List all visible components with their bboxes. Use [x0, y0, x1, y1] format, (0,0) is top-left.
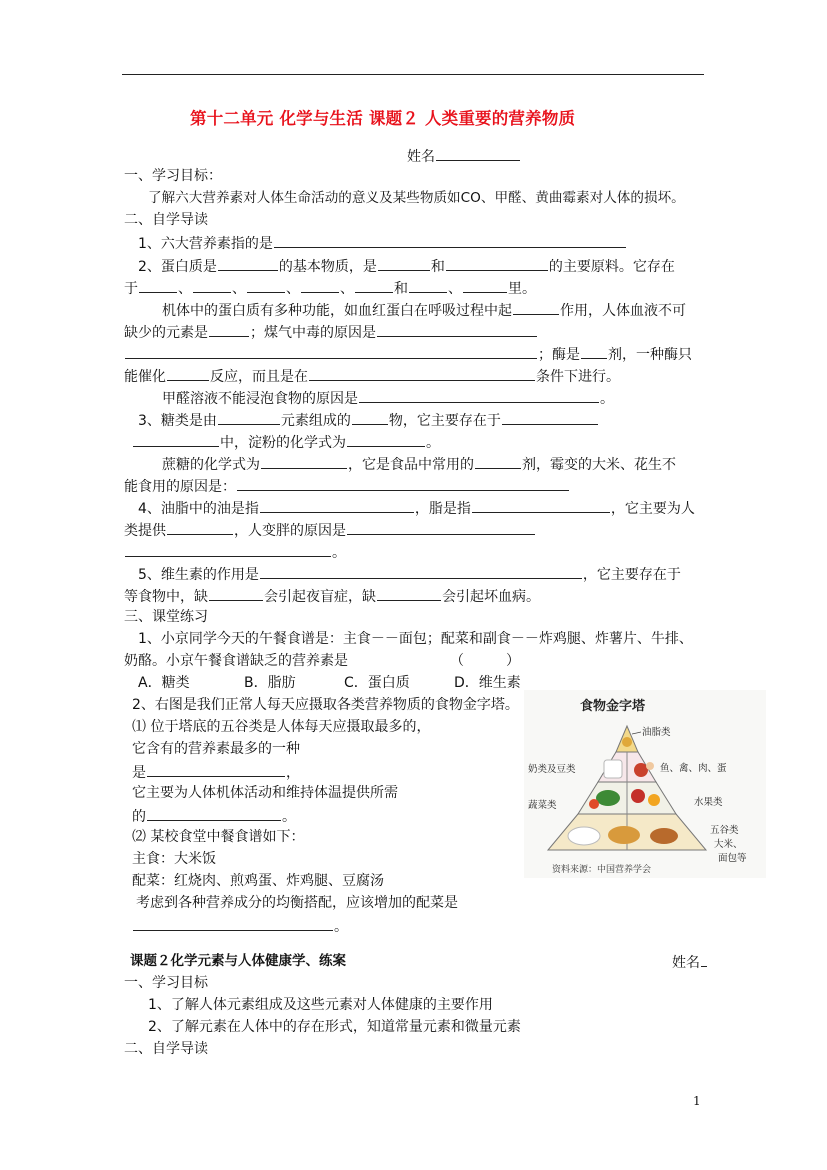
protein-paragraph-line2: 缺少的元素是 ；煤气中毒的原因是 [124, 322, 538, 342]
answer-blank[interactable] [125, 542, 331, 557]
label-dairy-beans: 奶类及豆类 [528, 764, 576, 775]
name-field [407, 146, 521, 166]
answer-blank[interactable] [193, 278, 231, 293]
answer-blank[interactable] [463, 278, 507, 293]
answer-blank[interactable] [409, 278, 447, 293]
answer-blank[interactable] [355, 278, 393, 293]
protein-paragraph-line3: ；酶是 剂，一种酶只 [124, 344, 692, 364]
protein-paragraph-line1: 机体中的蛋白质有多种功能，如血红蛋白在呼吸过程中起 作用，人体血液不可 [162, 300, 686, 320]
section-3-heading: 三、课堂练习 [124, 609, 208, 625]
answer-paren[interactable]: （ ） [450, 653, 520, 669]
answer-blank[interactable] [347, 432, 425, 447]
option-a[interactable]: A．糖类 [138, 675, 190, 691]
exercise-1-options [138, 674, 521, 692]
objective-text: 了解六大营养素对人体生命活动的意义及某些物质如CO、甲醛、黄曲霉素对人体的损坏。 [148, 190, 685, 206]
question-2-line2: 于 、 、 、 、 和 、 里。 [124, 278, 536, 298]
exercise-2-1-line2: 它含有的营养素最多的一种 [132, 741, 300, 757]
exercise-2-intro: 2、右图是我们正常人每天应摄取各类营养物质的食物金字塔。 [132, 697, 519, 713]
answer-blank[interactable] [209, 586, 263, 601]
option-b[interactable]: B．脂肪 [244, 675, 296, 691]
menu-dishes: 配菜：红烧肉、煎鸡蛋、炸鸡腿、豆腐汤 [132, 873, 384, 889]
answer-blank[interactable] [147, 806, 281, 821]
question-3-line2: 中，淀粉的化学式为 。 [132, 432, 440, 452]
label-bread: 面包等 [718, 853, 747, 864]
answer-blank[interactable] [347, 520, 535, 535]
protein-paragraph-line4: 能催化 反应，而且是在 条件下进行。 [124, 366, 620, 386]
lesson-2-heading-1: 一、学习目标 [124, 975, 208, 991]
section-2-heading: 二、自学导读 [124, 212, 208, 228]
answer-blank[interactable] [502, 410, 598, 425]
header-rule [122, 74, 704, 75]
lesson-2-heading-2: 二、自学导读 [124, 1041, 208, 1057]
answer-blank[interactable] [125, 344, 537, 359]
formaldehyde-question: 甲醛溶液不能浸泡食物的原因是 。 [162, 388, 614, 408]
answer-blank[interactable] [378, 256, 430, 271]
lesson-2-goal-1: 1、了解人体元素组成及这些元素对人体健康的主要作用 [148, 997, 493, 1013]
lesson-2-goal-2: 2、了解元素在人体中的存在形式，知道常量元素和微量元素 [148, 1019, 521, 1035]
label-vegetables: 蔬菜类 [528, 800, 557, 811]
name-label: 姓名 [407, 149, 435, 165]
exercise-2-2-question: 考虑到各种营养成分的均衡搭配，应该增加的配菜是 [136, 895, 458, 911]
answer-blank[interactable] [247, 278, 285, 293]
page-number: 1 [693, 1094, 701, 1108]
question-4-line2: 类提供 ，人变胖的原因是 [124, 520, 536, 540]
exercise-2-1-line4: 它主要为人体机体活动和维持体温提供所需 [132, 785, 398, 801]
food-pyramid-figure [524, 690, 766, 878]
question-2-line1: 2、蛋白质是 的基本物质，是 和 的主要原料。它存在 [138, 256, 675, 276]
answer-blank[interactable] [274, 233, 626, 248]
label-fruits: 水果类 [694, 797, 723, 808]
label-grains: 五谷类 [710, 825, 739, 836]
pyramid-title: 食物金字塔 [580, 699, 646, 714]
answer-blank[interactable] [446, 256, 548, 271]
answer-blank[interactable] [472, 498, 610, 513]
exercise-2-2-answer: 。 [132, 916, 348, 936]
section-1-heading: 一、学习目标： [124, 168, 222, 184]
answer-blank[interactable] [301, 278, 339, 293]
answer-blank[interactable] [309, 366, 535, 381]
figure-source: 资料来源：中国营养学会 [552, 865, 652, 875]
exercise-2-1-line3: 是 ， [132, 762, 300, 782]
exercise-1-line2: 奶酪。小京午餐食谱缺乏的营养素是 （ ） [124, 653, 520, 669]
name-blank[interactable] [436, 146, 520, 161]
answer-blank[interactable] [167, 366, 209, 381]
sucrose-line1: 蔗糖的化学式为 ，它是食品中常用的 剂，霉变的大米、花生不 [162, 454, 676, 474]
exercise-2-2-heading: ⑵ 某校食堂中餐食谱如下： [132, 829, 305, 845]
answer-blank[interactable] [167, 520, 233, 535]
question-4-line1: 4、油脂中的油是指 ，脂是指 ，它主要为人 [138, 498, 695, 518]
answer-blank[interactable] [260, 498, 414, 513]
lesson-2-name-field: 姓名 [672, 952, 708, 972]
exercise-2-1-line5: 的 。 [132, 806, 296, 826]
option-c[interactable]: C．蛋白质 [344, 675, 410, 691]
question-5-line1: 5、维生素的作用是 ，它主要存在于 [138, 564, 681, 584]
answer-blank[interactable] [581, 344, 607, 359]
answer-blank[interactable] [209, 322, 249, 337]
answer-blank[interactable] [352, 410, 388, 425]
sucrose-line2: 能食用的原因是： [124, 476, 570, 496]
answer-blank[interactable] [218, 256, 278, 271]
page-title: 第十二单元 化学与生活 课题２ 人类重要的营养物质 [190, 109, 576, 128]
answer-blank[interactable] [701, 952, 707, 967]
option-d[interactable]: D．维生素 [454, 675, 521, 691]
answer-blank[interactable] [260, 564, 582, 579]
label-oil: 油脂类 [642, 727, 671, 738]
answer-blank[interactable] [218, 410, 280, 425]
answer-blank[interactable] [237, 476, 569, 491]
label-rice: 大米、 [714, 839, 743, 850]
label-fish-meat-egg: 鱼、禽、肉、蛋 [660, 763, 727, 774]
answer-blank[interactable] [139, 278, 177, 293]
answer-blank[interactable] [513, 300, 559, 315]
exercise-2-1-line1: ⑴ 位于塔底的五谷类是人体每天应摄取最多的， [132, 719, 431, 735]
answer-blank[interactable] [261, 454, 347, 469]
answer-blank[interactable] [377, 322, 537, 337]
answer-blank[interactable] [377, 586, 441, 601]
answer-blank[interactable] [133, 916, 333, 931]
answer-blank[interactable] [147, 762, 285, 777]
lesson-2-title: 课题２化学元素与人体健康学、练案 [130, 953, 346, 969]
question-5-line2: 等食物中，缺 会引起夜盲症，缺 会引起坏血病。 [124, 586, 540, 606]
question-3-line1: 3、糖类是由 元素组成的 物，它主要存在于 [138, 410, 599, 430]
answer-blank[interactable] [359, 388, 599, 403]
exercise-1-line1: 1、小京同学今天的午餐食谱是：主食－－面包；配菜和副食－－炸鸡腿、炸薯片、牛排、 [138, 631, 693, 647]
answer-blank[interactable] [133, 432, 219, 447]
answer-blank[interactable] [475, 454, 521, 469]
question-4-line3: 。 [124, 542, 346, 562]
question-1: 1、六大营养素指的是 [138, 233, 627, 253]
menu-staple: 主食：大米饭 [132, 851, 216, 867]
